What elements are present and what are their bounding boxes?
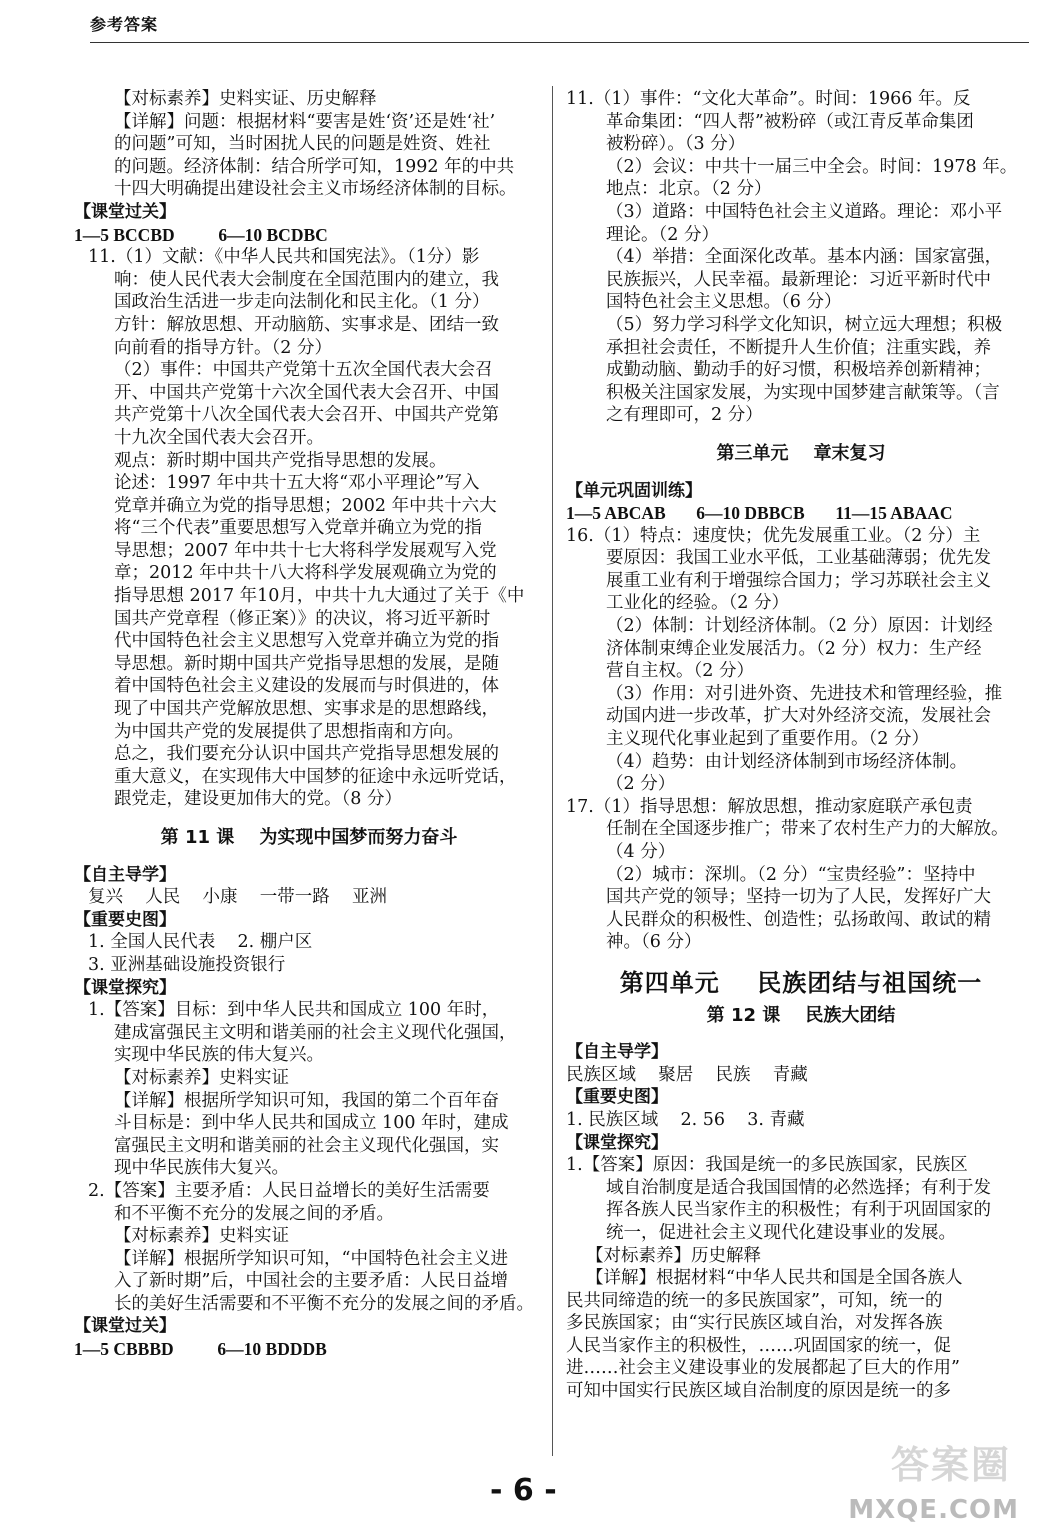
text-line: 导思想。新时期中国共产党指导思想的发展，是随 <box>114 653 499 674</box>
text-line: 16.（1）特点：速度快；优先发展重工业。（2 分）主 <box>566 525 981 546</box>
section-heading: 【重要史图】 <box>566 1087 668 1108</box>
text-line: 承担社会责任，不断提升人生价值；注重实践，养 <box>606 337 991 358</box>
text-line: 开、中国共产党第十六次全国代表大会召开、中国 <box>114 382 499 403</box>
text-line: 斗目标是：到中华人民共和国成立 100 年时，建成 <box>114 1113 509 1134</box>
text-line: 11.（1）文献：《中华人民共和国宪法》。（1分）影 <box>88 247 480 268</box>
section-heading: 【课堂过关】 <box>74 201 176 222</box>
text-line: 民族区域 聚居 民族 青藏 <box>566 1064 808 1085</box>
text-line: 域自治制度是适合我国国情的必然选择；有利于发 <box>606 1177 991 1198</box>
section-heading: 【课堂探究】 <box>74 977 176 998</box>
text-line: 和不平衡不充分的发展之间的矛盾。 <box>114 1203 394 1224</box>
text-line: 【详解】根据材料“中华人民共和国是全国各族人 <box>586 1268 963 1289</box>
exploration-answers-right <box>566 1154 1036 1403</box>
text-line: 营自主权。（2 分） <box>606 661 754 682</box>
text-line: 多民族国家；由“实行民族区域自治，对发挥各族 <box>566 1313 943 1334</box>
text-line: 的问题”可知，当时困扰人民的问题是姓资、姓社 <box>114 134 491 155</box>
text-line: 积极关注国家发展，为实现中国梦建言献策等。（言 <box>606 382 1000 403</box>
text-line: 观点：新时期中国共产党指导思想的发展。 <box>114 450 447 471</box>
text-line: 总之，我们要充分认识中国共产党指导思想发展的 <box>114 744 499 765</box>
text-line: （2）城市：深圳。（2 分）“宝贵经验”：坚持中 <box>606 864 976 885</box>
text-line: 党章并确立为党的指导思想；2002 年中共十六大 <box>114 495 497 516</box>
text-line: （2）事件：中国共产党第十五次全国代表大会召 <box>114 360 493 381</box>
text-line: （4）举措：全面深化改革。基本内涵：国家富强， <box>606 247 1003 268</box>
text-line: （2）体制：计划经济体制。（2 分）原因：计划经 <box>606 616 993 637</box>
text-line: 2.【答案】主要矛盾：人民日益增长的美好生活需要 <box>88 1180 490 1201</box>
page-number: - 6 - <box>490 1473 557 1508</box>
text-line: （4）趋势：由计划经济体制到市场经济体制。 <box>606 751 968 772</box>
text-line: 之有理即可，2 分） <box>606 405 763 426</box>
text-line: 人民群众的积极性、创造性；弘扬敢闯、敢试的精 <box>606 909 991 930</box>
text-line: 十九次全国代表大会召开。 <box>114 427 324 448</box>
text-line: 的问题。经济体制：结合所学可知，1992 年的中共 <box>114 156 515 177</box>
right-column <box>566 88 1036 1403</box>
question-11-right <box>566 88 1036 427</box>
text-line: 国共产党的领导；坚持一切为了人民，发挥好广大 <box>606 887 991 908</box>
lesson-title: 第 11 课 为实现中国梦而努力奋斗 <box>160 827 458 848</box>
watermark-top: 答案圈 <box>890 1443 1011 1487</box>
text-line: 导思想；2007 年中共十七大将科学发展观写入党 <box>114 540 497 561</box>
text-line: 国特色社会主义思想。（6 分） <box>606 292 842 313</box>
text-line: 1. 全国人民代表 2. 棚户区 <box>88 932 313 953</box>
text-line: （3）道路：中国特色社会主义道路。理论：邓小平 <box>606 201 1003 222</box>
section-heading: 【重要史图】 <box>74 909 176 930</box>
text-line: 指导思想 2017 年10月，中共十九大通过了关于《中 <box>114 586 525 607</box>
text-line: 进……社会主义建设事业的发展都起了巨大的作用” <box>566 1358 960 1379</box>
text-line: 民共同缔造的统一的多民族国家”，可知，统一的 <box>566 1290 943 1311</box>
text-line: 代中国特色社会主义思想写入党章并确立为党的指 <box>114 631 499 652</box>
question-17 <box>566 796 1036 954</box>
text-line: 成勤动脑、勤动手的好习惯，积极培养创新精神； <box>606 360 991 381</box>
left-block1 <box>74 88 544 201</box>
column-divider <box>552 86 553 1456</box>
text-line: 神。（6 分） <box>606 932 702 953</box>
text-line: 挥各族人民当家作主的积极性；有利于巩固国家的 <box>606 1200 991 1221</box>
text-line: 民族振兴，人民幸福。最新理论：习近平新时代中 <box>606 269 991 290</box>
text-line: （2 分） <box>606 774 676 795</box>
text-line: 主义现代化事业起到了重要作用。（2 分） <box>606 729 929 750</box>
text-line: 展重工业有利于增强综合国力；学习苏联社会主义 <box>606 570 991 591</box>
question-16 <box>566 525 1036 796</box>
text-line: 1.【答案】原因：我国是统一的多民族国家，民族区 <box>566 1155 968 1176</box>
text-line: 响：使人民代表大会制度在全国范围内的建立，我 <box>114 269 499 290</box>
text-line: 章；2012 年中共十八大将科学发展观确立为党的 <box>114 563 497 584</box>
text-line: 实现中华民族的伟大复兴。 <box>114 1045 324 1066</box>
text-line: 【详解】根据所学知识可知，我国的第二个百年奋 <box>114 1090 499 1111</box>
text-line: （5）努力学习科学文化知识，树立远大理想；积极 <box>606 314 1003 335</box>
text-line: 方针：解放思想、开动脑筋、实事求是、团结一致 <box>114 314 499 335</box>
text-line: 理论。（2 分） <box>606 224 719 245</box>
text-line: 国共产党章程（修正案）》的决议，将习近平新时 <box>114 608 491 629</box>
text-line: 现了中国共产党解放思想、实事求是的思想路线， <box>114 699 499 720</box>
section-heading: 【自主导学】 <box>566 1042 668 1063</box>
text-line: 地点：北京。（2 分） <box>606 179 772 200</box>
text-line: 人民当家作主的积极性，……巩固国家的统一，促 <box>566 1335 951 1356</box>
text-line: 统一，促进社会主义现代化建设事业的发展。 <box>606 1222 956 1243</box>
text-line: 入了新时期”后，中国社会的主要矛盾：人民日益增 <box>114 1271 508 1292</box>
text-line: 向前看的指导方针。（2 分） <box>114 337 332 358</box>
lesson-title: 第 12 课 民族大团结 <box>706 1004 896 1026</box>
exploration-answers <box>74 999 544 1315</box>
unit-review-title: 第三单元 章末复习 <box>716 442 886 464</box>
left-column <box>74 88 544 1361</box>
text-line: 着中国特色社会主义建设的发展而与时俱进的，体 <box>114 676 499 697</box>
text-line: 长的美好生活需要和不平衡不充分的发展之间的矛盾。 <box>114 1293 534 1314</box>
text-line: 富强民主文明和谐美丽的社会主义现代化强国，实 <box>114 1135 499 1156</box>
text-line: 【对标素养】史料实证、历史解释 <box>114 89 377 109</box>
text-line: 共产党第十八次全国代表大会召开、中国共产党第 <box>114 405 499 426</box>
text-line: 可知中国实行民族区域自治制度的原因是统一的多 <box>566 1381 951 1402</box>
text-line: 被粉碎）。（3 分） <box>606 134 746 155</box>
text-line: 建成富强民主文明和谐美丽的社会主义现代化强国， <box>114 1022 517 1043</box>
text-line: 革命集团：“四人帮”被粉碎（或江青反革命集团 <box>606 111 974 132</box>
text-line: 任制在全国逐步推广；带来了农村生产力的大解放。 <box>606 819 1009 840</box>
text-line: 国政治生活进一步走向法制化和民主化。（1 分） <box>114 292 490 313</box>
answer-key: 1—5 CBBBD 6—10 BDDDB <box>74 1339 327 1360</box>
answer-key: 1—5 ABCAB 6—10 DBBCB 11—15 ABAAC <box>566 503 953 524</box>
text-line: 将“三个代表”重要思想写入党章并确立为党的指 <box>114 518 482 539</box>
text-line: 为中国共产党的发展提供了思想指南和方向。 <box>114 721 464 742</box>
text-line: 工业化的经验。（2 分） <box>606 593 789 614</box>
text-line: 【详解】根据所学知识可知，“中国特色社会主义进 <box>114 1248 508 1269</box>
text-line: 动国内进一步改革，扩大对外经济交流，发展社会 <box>606 706 991 727</box>
text-line: 3. 亚洲基础设施投资银行 <box>88 954 286 975</box>
text-line: 17.（1）指导思想：解放思想，推动家庭联产承包责 <box>566 796 973 817</box>
text-line: 【对标素养】史料实证 <box>114 1067 289 1088</box>
text-line: （3）作用：对引进外资、先进技术和管理经验，推 <box>606 683 1003 704</box>
text-line: 十四大明确提出建设社会主义市场经济体制的目标。 <box>114 179 517 200</box>
text-line: 论述：1997 年中共十五大将“邓小平理论”写入 <box>114 473 480 494</box>
text-line: 重大意义，在实现伟大中国梦的征途中永远听党话， <box>114 766 517 787</box>
page-header: 参考答案 <box>90 15 159 34</box>
text-line: 11.（1）事件：“文化大革命”。时间：1966 年。反 <box>566 89 971 109</box>
text-line: 跟党走，建设更加伟大的党。（8 分） <box>114 789 402 810</box>
question-11 <box>74 246 544 811</box>
text-line: （2）会议：中共十一届三中全会。时间：1978 年。 <box>606 156 1018 177</box>
section-heading: 【单元巩固训练】 <box>566 480 702 501</box>
answer-key: 1—5 BCCBD 6—10 BCDBC <box>74 224 328 245</box>
watermark-bottom: MXQE.COM <box>848 1495 1019 1526</box>
section-heading: 【课堂探究】 <box>566 1132 668 1153</box>
text-line: （4 分） <box>606 842 676 862</box>
text-line: 1. 民族区域 2. 56 3. 青藏 <box>566 1109 805 1130</box>
text-line: 【对标素养】历史解释 <box>586 1245 761 1266</box>
text-line: 现中华民族伟大复兴。 <box>114 1158 289 1179</box>
text-line: 【对标素养】史料实证 <box>114 1226 289 1247</box>
section-heading: 【自主导学】 <box>74 864 176 885</box>
text-line: 济体制束缚企业发展活力。（2 分）权力：生产经 <box>606 638 982 659</box>
page-number-value: 6 <box>512 1473 534 1508</box>
watermark-logo <box>848 1443 1019 1526</box>
text-line: 要原因：我国工业水平低，工业基础薄弱；优先发 <box>606 548 991 569</box>
text-line: 复兴 人民 小康 一带一路 亚洲 <box>88 887 388 908</box>
section-heading: 【课堂过关】 <box>74 1316 176 1337</box>
text-line: 【详解】问题：根据材料“要害是姓‘资’还是姓‘社’ <box>114 111 496 132</box>
header-rule <box>90 42 1029 43</box>
unit-title: 第四单元 民族团结与祖国统一 <box>619 968 983 997</box>
text-line: 1.【答案】目标：到中华人民共和国成立 100 年时， <box>88 1000 500 1021</box>
